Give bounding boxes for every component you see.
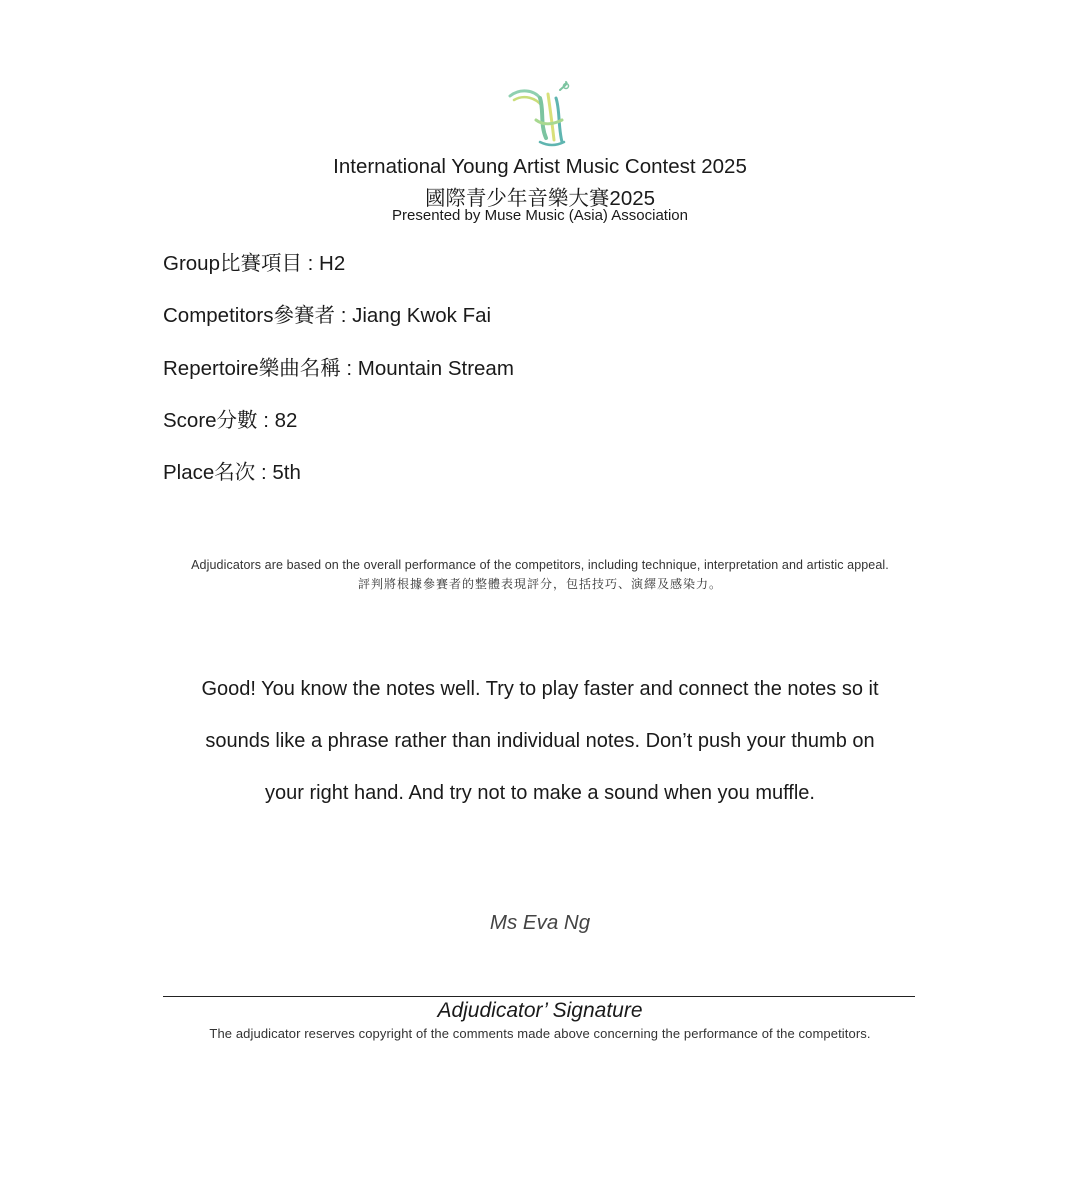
comment-line: sounds like a phrase rather than individual notes. Don’t push your thumb on	[205, 730, 875, 752]
comment-line: your right hand. And try not to make a sound when you muffle.	[265, 782, 815, 804]
score-field: Score分數 : 82	[163, 409, 298, 432]
contest-title-zh: 國際青少年音樂大賽2025	[424, 187, 656, 210]
adjudication-note-zh: 評判將根據參賽者的整體表現評分，包括技巧、演繹及感染力。	[357, 577, 722, 591]
signature-label: Adjudicator’ Signature	[437, 999, 643, 1022]
lyre-logo-icon	[500, 80, 580, 150]
competitor-field: Competitors參賽者 : Jiang Kwok Fai	[163, 304, 492, 327]
comment-line: Good! You know the notes well. Try to play faster and connect the notes so it	[201, 678, 879, 700]
adjudication-note-en: Adjudicators are based on the overall performance of the competitors, including technique, interpretation and artistic appeal.	[191, 558, 889, 572]
signature-line	[163, 996, 915, 997]
repertoire-field: Repertoire樂曲名稱 : Mountain Stream	[163, 357, 514, 380]
presenter-line: Presented by Muse Music (Asia) Association	[392, 207, 688, 224]
adjudicator-signature: Ms Eva Ng	[489, 911, 591, 934]
group-field: Group比賽項目 : H2	[163, 252, 346, 275]
contest-title-en: International Young Artist Music Contest 2025	[333, 155, 747, 178]
copyright-notice: The adjudicator reserves copyright of the comments made above concerning the performance of the competitors.	[209, 1026, 871, 1041]
place-field: Place名次 : 5th	[163, 461, 301, 484]
